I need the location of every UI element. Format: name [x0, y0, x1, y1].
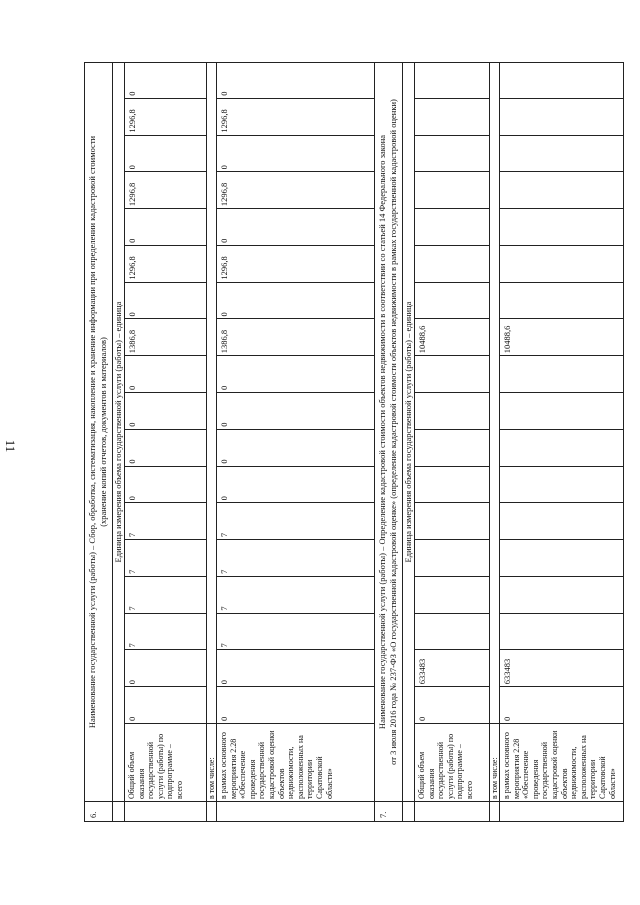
column-divider	[124, 245, 206, 246]
column-divider	[216, 171, 374, 172]
column-divider	[216, 135, 374, 136]
row6-total-cell: 1296,8	[127, 256, 137, 280]
column-divider	[124, 355, 206, 356]
row7-measure-cell: 10488,6	[502, 325, 512, 354]
column-divider	[124, 723, 374, 724]
row7-unit: Единица измерения объема государственной услуги (работы) – единица	[403, 301, 413, 563]
row6-measure-cell: 0	[219, 238, 229, 243]
column-divider	[414, 686, 489, 687]
column-divider	[124, 318, 206, 319]
column-divider	[414, 576, 489, 577]
row6-incl-label: в том числе:	[207, 757, 216, 799]
column-divider	[499, 429, 624, 430]
column-divider	[124, 429, 206, 430]
column-divider	[499, 649, 624, 650]
row7-caption-2: от 3 июля 2016 года № 237-ФЗ «О государственной кадастровой оценке» (определение кадастровой стоимости объектов недвижимости в рамках государственной кадастровой оценки)	[388, 99, 398, 765]
row-divider	[374, 62, 375, 822]
row6-measure-cell: 1296,8	[219, 256, 229, 280]
column-divider	[499, 502, 624, 503]
column-divider	[216, 576, 374, 577]
row6-total-cell: 0	[127, 91, 137, 96]
column-divider	[499, 539, 624, 540]
column-divider	[499, 686, 624, 687]
data-table	[84, 62, 624, 822]
column-divider	[499, 355, 624, 356]
row7-measure-cell: 633483	[502, 658, 512, 685]
row6-total-cell: 0	[127, 165, 137, 170]
row6-total-cell: 0	[127, 459, 137, 464]
row6-number: 6.	[88, 811, 98, 818]
row7-total-cell: 633483	[417, 658, 427, 685]
row6-measure-label: в рамках основного мероприятия 2.28 «Обеспечение проведения государственной кадастровой оценки объектов недвижимости, расположенных на территории Саратовской области»	[219, 730, 334, 799]
column-divider	[124, 649, 206, 650]
column-divider	[124, 98, 206, 99]
column-divider	[499, 466, 624, 467]
column-divider	[499, 171, 624, 172]
row7-total-cell: 10488,6	[417, 325, 427, 354]
row6-unit: Единица измерения объема государственной услуги (работы) – единица	[113, 301, 123, 563]
column-divider	[414, 355, 489, 356]
column-divider	[414, 318, 489, 319]
column-divider	[124, 539, 206, 540]
column-divider	[499, 282, 624, 283]
row6-total-label: Общий объем оказания государственной услуги (работы) по подпрограмме – всего	[127, 733, 184, 799]
row6-measure-cell: 1386,8	[219, 329, 229, 354]
table-canvas	[84, 62, 624, 822]
column-divider	[124, 171, 206, 172]
column-divider	[216, 649, 374, 650]
row6-total-cell: 7	[127, 532, 137, 538]
row-divider	[216, 62, 217, 822]
column-divider	[124, 282, 206, 283]
column-divider	[216, 282, 374, 283]
row6-total-cell: 0	[127, 496, 137, 501]
row7-total-cell: 0	[417, 716, 427, 721]
column-divider	[414, 539, 489, 540]
row6-total-cell: 1296,8	[127, 182, 137, 207]
column-divider	[216, 318, 374, 319]
column-divider	[499, 318, 624, 319]
row6-total-cell: 7	[127, 569, 137, 574]
row6-total-cell: 1296,8	[127, 109, 137, 133]
column-divider	[216, 613, 374, 614]
column-divider	[124, 502, 206, 503]
column-divider	[216, 98, 374, 99]
column-divider	[124, 613, 206, 614]
row6-measure-cell: 7	[219, 606, 229, 611]
rotated-table-frame	[84, 62, 624, 822]
row6-measure-cell: 0	[219, 312, 229, 317]
column-divider	[414, 282, 489, 283]
column-divider	[124, 392, 206, 393]
column-divider	[414, 613, 489, 614]
column-divider	[216, 686, 374, 687]
column-divider	[414, 429, 489, 430]
row6-measure-cell: 1296,8	[219, 182, 229, 207]
column-divider	[216, 245, 374, 246]
row6-measure-cell: 0	[219, 679, 229, 685]
row6-measure-cell: 0	[219, 385, 229, 390]
row6-total-cell: 0	[127, 312, 137, 317]
row6-total-cell: 0	[127, 422, 137, 427]
column-divider	[499, 392, 624, 393]
row6-caption-1: Наименование государственной услуги (работы) – Сбор, обработка, систематизация, накопление и хранение информации при определении кадастровой стоимости	[87, 135, 97, 729]
column-divider	[124, 576, 206, 577]
column-divider	[216, 502, 374, 503]
row6-caption-2: (хранение копий отчетов, документов и материалов)	[98, 337, 108, 527]
row7-caption-1: Наименование государственной услуги (работы) – Определение кадастровой стоимости объектов недвижимости в соответствии со статьей 14 Федерального закона	[377, 134, 387, 730]
row6-measure-cell: 0	[219, 459, 229, 464]
row-divider	[489, 62, 490, 822]
column-divider	[414, 392, 489, 393]
row-divider	[206, 62, 207, 822]
column-divider	[414, 171, 489, 172]
row6-total-cell: 0	[127, 238, 137, 243]
row6-total-cell: 0	[127, 385, 137, 390]
row6-measure-cell: 0	[219, 716, 229, 721]
column-divider	[84, 801, 374, 802]
column-divider	[499, 245, 624, 246]
row6-measure-cell: 0	[219, 91, 229, 96]
row6-measure-cell: 0	[219, 165, 229, 170]
column-divider	[499, 98, 624, 99]
column-divider	[216, 392, 374, 393]
column-divider	[216, 466, 374, 467]
column-divider	[414, 245, 489, 246]
column-divider	[414, 466, 489, 467]
column-divider	[414, 135, 489, 136]
column-divider	[414, 723, 624, 724]
column-divider	[414, 208, 489, 209]
row-divider	[499, 62, 500, 822]
row6-total-cell: 7	[127, 643, 137, 648]
row-divider	[414, 62, 415, 822]
row7-total-label: Общий объем оказания государственной услуги (работы) по подпрограмме – всего	[417, 733, 474, 799]
column-divider	[216, 208, 374, 209]
row7-measure-label: в рамках основного мероприятия 2.28 «Обеспечение проведения государственной кадастровой оценки объектов недвижимости, расположенных на территории Саратовской области»	[502, 730, 617, 799]
row6-measure-cell: 7	[219, 569, 229, 574]
column-divider	[216, 539, 374, 540]
column-divider	[124, 135, 206, 136]
row7-number: 7.	[378, 811, 388, 818]
row6-measure-cell: 0	[219, 496, 229, 501]
row6-measure-cell: 7	[219, 532, 229, 538]
row7-incl-label: в том числе:	[490, 757, 499, 799]
page-number: 11	[3, 439, 18, 453]
row7-measure-cell: 0	[502, 716, 512, 721]
column-divider	[216, 429, 374, 430]
column-divider	[414, 98, 489, 99]
column-divider	[499, 576, 624, 577]
row6-measure-cell: 1296,8	[219, 109, 229, 133]
column-divider	[499, 135, 624, 136]
row6-total-cell: 7	[127, 606, 137, 611]
column-divider	[124, 686, 206, 687]
row6-total-cell: 1386,8	[127, 329, 137, 354]
row6-measure-cell: 0	[219, 422, 229, 427]
column-divider	[499, 613, 624, 614]
column-divider	[124, 208, 206, 209]
row-divider	[124, 62, 125, 822]
row6-total-cell: 0	[127, 679, 137, 685]
column-divider	[414, 649, 489, 650]
row6-measure-cell: 7	[219, 643, 229, 648]
column-divider	[124, 466, 206, 467]
row6-total-cell: 0	[127, 716, 137, 721]
column-divider	[216, 355, 374, 356]
column-divider	[499, 208, 624, 209]
column-divider	[414, 502, 489, 503]
